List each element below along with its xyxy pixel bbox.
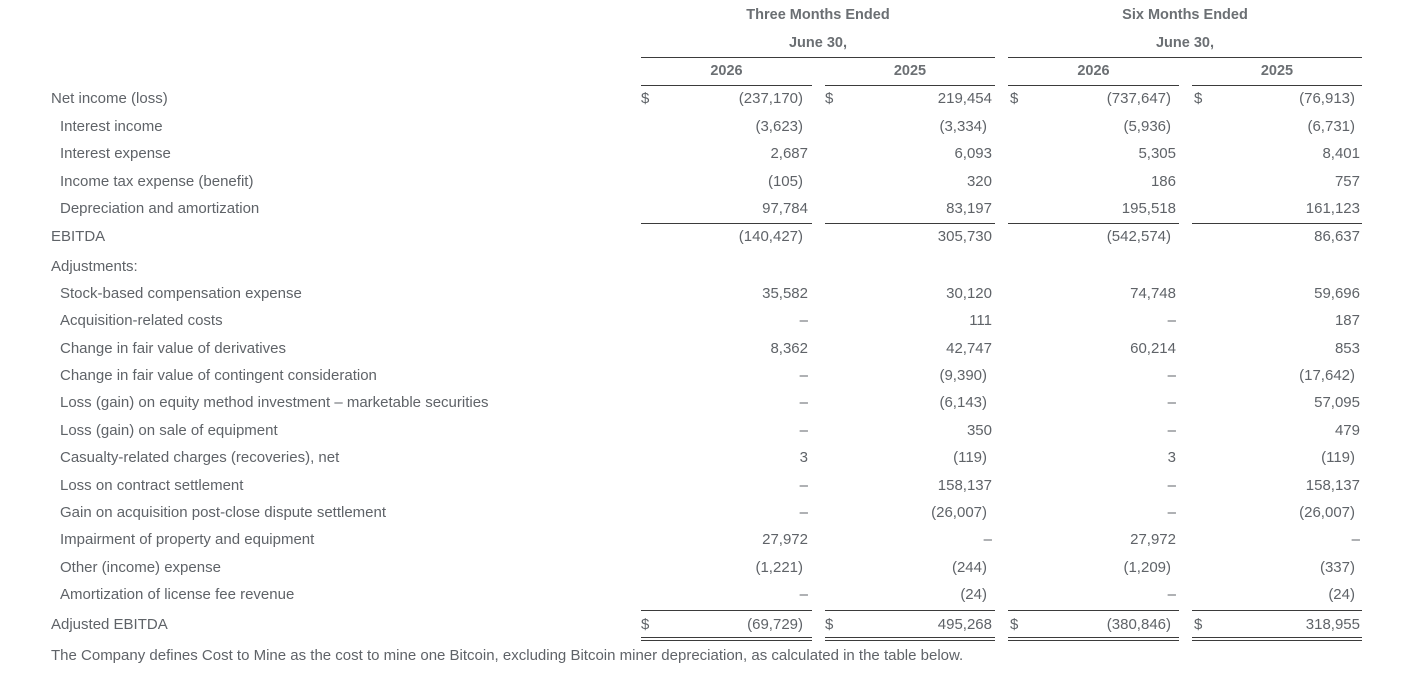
row-value: (380,846) xyxy=(1106,616,1171,633)
row-label: Adjusted EBITDA xyxy=(51,616,168,633)
total-rule-top-2 xyxy=(825,610,995,611)
row-value: 27,972 xyxy=(762,531,808,548)
double-rule-1 xyxy=(641,637,812,641)
row-label: Loss on contract settlement xyxy=(60,477,244,494)
row-value: 479 xyxy=(1334,422,1360,439)
row-label: Net income (loss) xyxy=(51,90,168,107)
row-value: 320 xyxy=(966,173,992,190)
year-rule-4 xyxy=(1192,85,1362,86)
row-label: Stock-based compensation expense xyxy=(60,285,302,302)
row-value: 5,305 xyxy=(1138,145,1176,162)
currency-symbol: $ xyxy=(1194,616,1203,633)
row-value: – xyxy=(1167,312,1176,329)
row-value: 853 xyxy=(1334,340,1360,357)
row-value: 219,454 xyxy=(937,90,992,107)
row-value: 158,137 xyxy=(937,477,992,494)
row-value: – xyxy=(799,422,808,439)
row-value: 60,214 xyxy=(1130,340,1176,357)
row-value: (119) xyxy=(953,449,987,466)
row-value: – xyxy=(1351,531,1360,548)
row-value: (6,143) xyxy=(939,394,987,411)
row-value: 86,637 xyxy=(1314,228,1360,245)
row-value: (105) xyxy=(767,173,803,190)
row-value: 59,696 xyxy=(1314,285,1360,302)
row-value: 97,784 xyxy=(762,200,808,217)
subtotal-rule-4 xyxy=(1192,223,1362,224)
row-value: (6,731) xyxy=(1307,118,1355,135)
currency-symbol: $ xyxy=(641,90,650,107)
row-value: (24) xyxy=(1328,586,1355,603)
total-rule-top-4 xyxy=(1192,610,1362,611)
year-header-1: 2026 xyxy=(710,63,743,79)
three-months-subheader: June 30, xyxy=(788,35,848,51)
row-value: 187 xyxy=(1334,312,1360,329)
currency-symbol: $ xyxy=(1194,90,1203,107)
row-label: Gain on acquisition post-close dispute settlement xyxy=(60,504,387,521)
row-value: 2,687 xyxy=(770,145,808,162)
currency-symbol: $ xyxy=(1010,90,1019,107)
row-value: – xyxy=(1167,367,1176,384)
row-value: – xyxy=(1167,477,1176,494)
year-rule-1 xyxy=(641,85,812,86)
six-months-header: Six Months Ended xyxy=(1122,7,1248,23)
currency-symbol: $ xyxy=(825,90,834,107)
row-value: 495,268 xyxy=(937,616,992,633)
row-label: Change in fair value of contingent consideration xyxy=(60,367,377,384)
row-value: (119) xyxy=(1321,449,1355,466)
row-value: (9,390) xyxy=(939,367,987,384)
three-months-header: Three Months Ended xyxy=(746,7,890,23)
row-label: Change in fair value of derivatives xyxy=(60,340,286,357)
row-value: 8,401 xyxy=(1322,145,1360,162)
row-value: 158,137 xyxy=(1305,477,1360,494)
row-label: Interest expense xyxy=(60,145,171,162)
row-value: 35,582 xyxy=(762,285,808,302)
row-value: (26,007) xyxy=(1299,504,1355,521)
row-value: – xyxy=(799,504,808,521)
row-label: Loss (gain) on sale of equipment xyxy=(60,422,278,439)
three-months-rule xyxy=(641,57,995,58)
subtotal-rule-1 xyxy=(641,223,812,224)
row-value: 27,972 xyxy=(1130,531,1176,548)
row-value: 57,095 xyxy=(1314,394,1360,411)
footnote-text: The Company defines Cost to Mine as the cost to mine one Bitcoin, excluding Bitcoin miner depreciation, as calculated in the table below. xyxy=(51,647,964,664)
year-header-3: 2026 xyxy=(1077,63,1110,79)
row-label: Income tax expense (benefit) xyxy=(60,173,254,190)
row-value: (542,574) xyxy=(1106,228,1171,245)
six-months-subheader: June 30, xyxy=(1155,35,1215,51)
row-value: 83,197 xyxy=(946,200,992,217)
row-label: Casualty-related charges (recoveries), net xyxy=(60,449,340,466)
year-header-4: 2025 xyxy=(1260,63,1294,79)
row-value: – xyxy=(1167,394,1176,411)
row-value: (17,642) xyxy=(1299,367,1355,384)
row-value: (24) xyxy=(960,586,987,603)
row-value: (26,007) xyxy=(931,504,987,521)
row-value: 3 xyxy=(1167,449,1176,466)
row-value: (140,427) xyxy=(738,228,803,245)
row-value: – xyxy=(983,531,992,548)
row-value: 161,123 xyxy=(1305,200,1360,217)
row-value: (5,936) xyxy=(1123,118,1171,135)
row-label: Loss (gain) on equity method investment – marketable securities xyxy=(60,394,489,411)
row-value: 74,748 xyxy=(1130,285,1176,302)
row-value: 42,747 xyxy=(946,340,992,357)
row-value: (69,729) xyxy=(747,616,803,633)
row-value: – xyxy=(799,586,808,603)
row-value: 318,955 xyxy=(1305,616,1360,633)
row-value: 350 xyxy=(966,422,992,439)
row-label: Impairment of property and equipment xyxy=(60,531,315,548)
row-value: 186 xyxy=(1150,173,1176,190)
currency-symbol: $ xyxy=(641,616,650,633)
row-value: 305,730 xyxy=(937,228,992,245)
row-value: (337) xyxy=(1319,559,1355,576)
row-value: (237,170) xyxy=(738,90,803,107)
row-value: (3,623) xyxy=(755,118,803,135)
double-rule-2 xyxy=(825,637,995,641)
double-rule-4 xyxy=(1192,637,1362,641)
row-label: Interest income xyxy=(60,118,163,135)
currency-symbol: $ xyxy=(1010,616,1019,633)
row-value: – xyxy=(799,312,808,329)
row-value: (244) xyxy=(951,559,987,576)
row-value: – xyxy=(1167,586,1176,603)
year-header-2: 2025 xyxy=(893,63,927,79)
row-value: 757 xyxy=(1334,173,1360,190)
subtotal-rule-3 xyxy=(1008,223,1179,224)
row-label: Acquisition-related costs xyxy=(60,312,223,329)
row-value: – xyxy=(799,477,808,494)
row-value: – xyxy=(799,367,808,384)
row-value: 6,093 xyxy=(954,145,992,162)
six-months-rule xyxy=(1008,57,1362,58)
total-rule-top-3 xyxy=(1008,610,1179,611)
row-value: 195,518 xyxy=(1121,200,1176,217)
row-value: 3 xyxy=(799,449,808,466)
row-value: 8,362 xyxy=(770,340,808,357)
row-value: – xyxy=(1167,504,1176,521)
row-label: Adjustments: xyxy=(51,258,138,275)
year-rule-2 xyxy=(825,85,995,86)
row-value: (76,913) xyxy=(1299,90,1355,107)
subtotal-rule-2 xyxy=(825,223,995,224)
row-value: (3,334) xyxy=(939,118,987,135)
double-rule-3 xyxy=(1008,637,1179,641)
total-rule-top-1 xyxy=(641,610,812,611)
row-value: 30,120 xyxy=(946,285,992,302)
row-value: – xyxy=(799,394,808,411)
row-value: (1,221) xyxy=(755,559,803,576)
row-label: Other (income) expense xyxy=(60,559,221,576)
row-value: 111 xyxy=(969,312,992,329)
year-rule-3 xyxy=(1008,85,1179,86)
row-label: Amortization of license fee revenue xyxy=(60,586,295,603)
row-label: EBITDA xyxy=(51,228,106,245)
row-value: – xyxy=(1167,422,1176,439)
row-label: Depreciation and amortization xyxy=(60,200,260,217)
row-value: (737,647) xyxy=(1106,90,1171,107)
currency-symbol: $ xyxy=(825,616,834,633)
row-value: (1,209) xyxy=(1123,559,1171,576)
